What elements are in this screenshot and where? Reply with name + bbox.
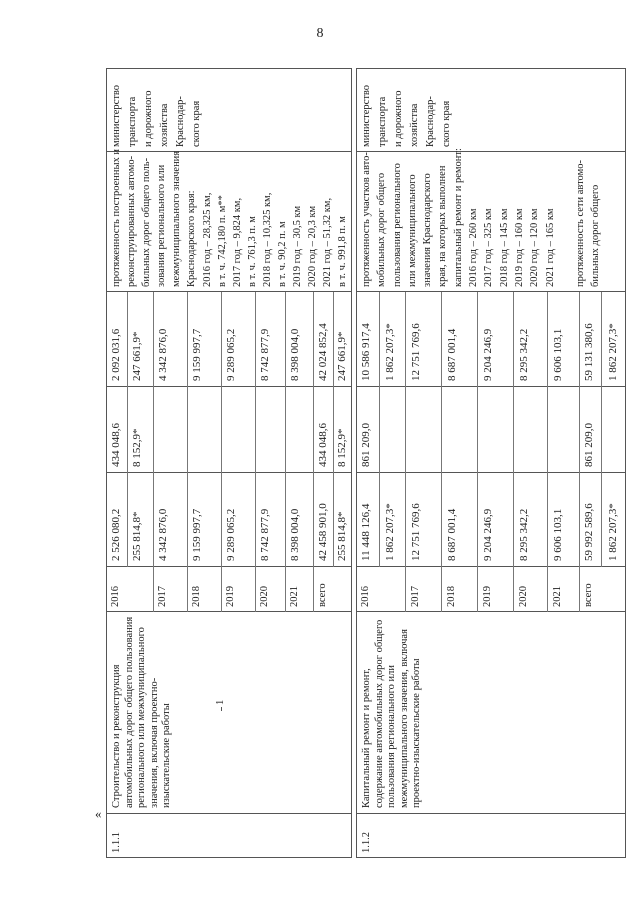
col-b-2019: 9 289 065,2 (225, 328, 237, 381)
col-b-2018: 9 159 997,7 (191, 328, 203, 381)
year-2017: 2017 (157, 586, 168, 607)
rotated-table (106, 68, 626, 858)
col-b-2020: 8 742 877,9 (259, 328, 271, 381)
indicator: протяженность построенных и реконструированных автомо- бильных дорог общего поль- зования регионального или межмуниципального значения Краснодарского края: 2016 год – 28,325 км, в т. ч. 742,180 п. м** 2017 год – 9,824 км, в т. ч. 761,3 п. м 2018 год – 10,325 км, в т. ч. 90,2 п. м 2019 год – 30,5 км 2020 год – 20,3 км 2021 год – 51,32 км, в т. ч. 991,8 п. м (111, 148, 349, 287)
col-b-all: 42 024 852,4 (317, 323, 329, 381)
table-row-1-1-1 (106, 68, 352, 858)
total-all-sub: 1 862 207,3* (607, 503, 619, 561)
row-title: Строительство и реконструкция автомобильных дорог общего пользования регионального или межмуниципального значения, включая проектно-изыскательские работы (111, 616, 173, 808)
total-2017: 12 751 769,6 (410, 503, 422, 561)
col-b-2017: 4 342 876,0 (157, 328, 169, 381)
total-2016-sub: 1 862 207,3* (384, 503, 396, 561)
col-b-2016: 2 092 031,6 (110, 328, 122, 381)
year-2017: 2017 (410, 586, 421, 607)
total-2021: 8 398 004,0 (289, 508, 301, 561)
year-2016: 2016 (110, 586, 121, 607)
col-a-all-sub: 8 152,9* (336, 428, 348, 467)
total-2016-sub: 255 814,8* (131, 511, 143, 561)
total-all-sub: 255 814,8* (336, 511, 348, 561)
col-b-all-sub: 1 862 207,3* (607, 323, 619, 381)
row-title: Капитальный ремонт и ремонт, содержание автомобильных дорог общего пользования регионального или межмуниципального значения, включая проектно-изыскательские работы (361, 619, 423, 808)
total-all: 42 458 901,0 (317, 503, 329, 561)
total-2017: 4 342 876,0 (157, 508, 169, 561)
indicator: протяженность участков авто- мобильных дорог общего пользования регионального или межмуниципального значения Краснодарского края, на которых выполнен капитальный ремонт и ремонт: 2016 год – 260 км 2017 год – 325 км 2018 год – 145 км 2019 год – 160 км 2020 год – 120 км 2021 год – 165 км протяженность сети автомо- бильных дорог общего (361, 148, 602, 287)
col-b-2021: 8 398 004,0 (289, 328, 301, 381)
col-a-all: 861 209,0 (583, 423, 595, 467)
col-b-2016-sub: 1 862 207,3* (384, 323, 396, 381)
executor: министерство транспорта и дорожного хозяйства Краснодар- ского края (111, 84, 202, 147)
col-b-2016-sub: 247 661,9* (131, 331, 143, 381)
col-a-all: 434 048,6 (317, 423, 329, 467)
row-marker: 1 (215, 699, 226, 705)
page-number: 8 (316, 26, 324, 41)
opening-quote: « (95, 806, 102, 821)
executor: министерство транспорта и дорожного хозяйства Краснодар- ского края (361, 84, 452, 147)
col-b-2017: 12 751 769,6 (410, 323, 422, 381)
col-a-2016-sub: 8 152,9* (131, 428, 143, 467)
year-2021: 2021 (552, 586, 563, 607)
year-2020: 2020 (518, 586, 529, 607)
year-2016: 2016 (360, 586, 371, 607)
total-2016: 11 448 126,4 (360, 503, 372, 561)
col-b-2020: 8 295 342,2 (518, 328, 530, 381)
col-b-all-sub: 247 661,9* (336, 331, 348, 381)
total-2021: 9 606 103,1 (552, 508, 564, 561)
year-2019: 2019 (225, 586, 236, 607)
total-2019: 9 204 246,9 (482, 508, 494, 561)
total-2018: 9 159 997,7 (191, 508, 203, 561)
year-total: всего (317, 583, 328, 607)
col-b-all: 59 131 380,6 (583, 323, 595, 381)
col-a-2016: 434 048,6 (110, 423, 122, 467)
col-b-2021: 9 606 103,1 (552, 328, 564, 381)
total-2016: 2 526 080,2 (110, 508, 122, 561)
total-2020: 8 742 877,9 (259, 508, 271, 561)
row-number: 1.1.1 (111, 832, 122, 853)
year-2018: 2018 (191, 586, 202, 607)
row-number: 1.1.2 (361, 832, 372, 853)
total-all: 59 992 589,6 (583, 503, 595, 561)
col-b-2018: 8 687 001,4 (446, 328, 458, 381)
year-2020: 2020 (259, 586, 270, 607)
col-b-2019: 9 204 246,9 (482, 328, 494, 381)
table-row-1-1-2 (356, 68, 626, 858)
col-a-2016: 861 209,0 (360, 423, 372, 467)
total-2018: 8 687 001,4 (446, 508, 458, 561)
year-2021: 2021 (289, 586, 300, 607)
col-b-2016: 10 586 917,4 (360, 323, 372, 381)
total-2020: 8 295 342,2 (518, 508, 530, 561)
year-2019: 2019 (482, 586, 493, 607)
year-2018: 2018 (446, 586, 457, 607)
year-total: всего (583, 583, 594, 607)
total-2019: 9 289 065,2 (225, 508, 237, 561)
